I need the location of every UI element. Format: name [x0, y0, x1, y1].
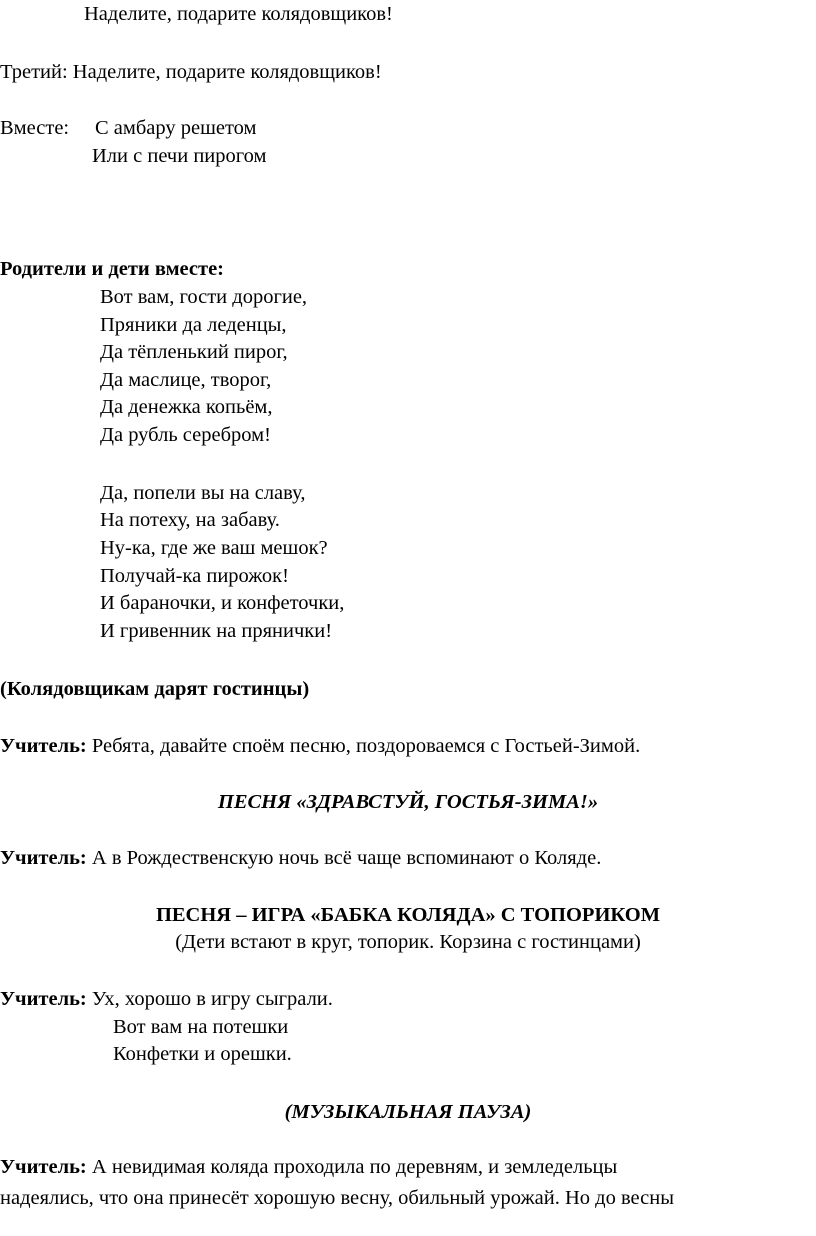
- verse-line: И бараночки, и конфеточки,: [100, 592, 345, 614]
- teacher-line: [0, 989, 333, 1010]
- teacher-line: [0, 848, 601, 869]
- song-note: (Дети встают в круг, топорик. Корзина с гостинцами): [175, 931, 641, 953]
- speaker-label: Вместе:: [0, 117, 70, 139]
- speaker-label: Учитель:: [0, 847, 87, 869]
- speech-text: Ух, хорошо в игру сыграли.: [86, 988, 333, 1010]
- song-title: ПЕСНЯ «ЗДРАВСТУЙ, ГОСТЬЯ-ЗИМА!»: [217, 791, 599, 813]
- speech-text: Ребята, давайте споём песню, поздороваемся с Гостьей-Зимой.: [86, 735, 641, 757]
- teacher-line: [0, 736, 640, 757]
- verse-line: Пряники да леденцы,: [100, 314, 287, 336]
- verse-line: На потеху, на забаву.: [100, 509, 280, 531]
- verse-line: Да, попели вы на славу,: [100, 482, 306, 504]
- song-title: ПЕСНЯ – ИГРА «БАБКА КОЛЯДА» С ТОПОРИКОМ: [155, 904, 661, 926]
- speaker-heading: Родители и дети вместе:: [0, 258, 224, 280]
- speech-text: А в Рождественскую ночь всё чаще вспоминают о Коляде.: [86, 847, 602, 869]
- verse-line: Вот вам, гости дорогие,: [100, 286, 308, 308]
- verse-line: Конфетки и орешки.: [113, 1043, 292, 1065]
- verse-line: Да тёпленький пирог,: [100, 341, 288, 363]
- verse-line: С амбару решетом: [95, 117, 257, 139]
- verse-line: Третий: Наделите, подарите колядовщиков!: [0, 61, 382, 83]
- pause-title: (МУЗЫКАЛЬНАЯ ПАУЗА): [284, 1101, 532, 1123]
- verse-line: Да денежка копьём,: [100, 396, 273, 418]
- verse-line: Вот вам на потешки: [113, 1016, 289, 1038]
- speaker-label: Учитель:: [0, 735, 87, 757]
- verse-line: Получай-ка пирожок!: [100, 565, 289, 587]
- verse-line: Наделите, подарите колядовщиков!: [84, 3, 393, 25]
- verse-line: Да маслице, творог,: [100, 369, 272, 391]
- speaker-label: Учитель:: [0, 1156, 87, 1178]
- verse-line: Да рубль серебром!: [100, 424, 271, 446]
- teacher-line: [0, 1157, 617, 1178]
- verse-line: И гривенник на прянички!: [100, 620, 333, 642]
- speech-text: А невидимая коляда проходила по деревням, и земледельцы: [86, 1156, 618, 1178]
- stage-direction: (Колядовщикам дарят гостинцы): [0, 678, 310, 700]
- verse-line: Ну-ка, где же ваш мешок?: [100, 537, 328, 559]
- speech-text: надеялись, что она принесёт хорошую весну, обильный урожай. Но до весны: [0, 1187, 674, 1209]
- verse-line: Или с печи пирогом: [92, 145, 267, 167]
- speaker-label: Учитель:: [0, 988, 87, 1010]
